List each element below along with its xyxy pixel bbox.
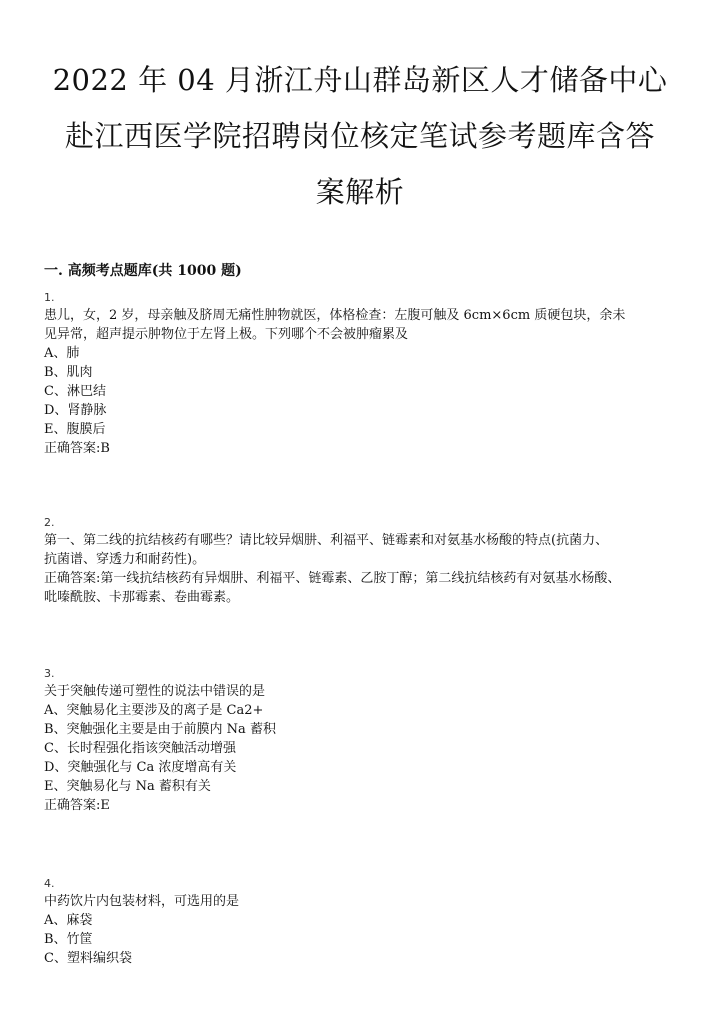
title-line: 赴江西医学院招聘岗位核定笔试参考题库含答 [64,119,655,153]
question-number: 4. [44,877,55,890]
option-c: C、淋巴结 [44,384,106,399]
question-stem: 中药饮片内包装材料，可选用的是 [44,894,240,909]
option-a: A、麻袋 [44,913,93,928]
title-line: 2022 年 04 月浙江舟山群岛新区人才储备中心 [52,63,668,97]
section-heading: 一. 高频考点题库(共 1000 题) [44,263,242,279]
question-4 [44,876,684,968]
document-title [20,52,700,220]
option-b: B、竹筐 [44,932,93,947]
answer: 正确答案:E [44,798,110,813]
option-b: B、突触强化主要是由于前膜内 Na 蓄积 [44,722,276,737]
option-d: D、肾静脉 [44,403,107,418]
question-stem: 抗菌谱、穿透力和耐药性)。 [44,552,206,567]
question-2 [44,515,684,607]
question-number: 2. [44,516,55,529]
option-e: E、腹膜后 [44,422,106,437]
option-a: A、突触易化主要涉及的离子是 Ca2+ [44,703,264,718]
question-number: 3. [44,667,55,680]
question-number: 1. [44,291,55,304]
answer: 正确答案:第一线抗结核药有异烟肼、利福平、链霉素、乙胺丁醇；第二线抗结核药有对氨基水杨酸、 [44,571,621,586]
option-b: B、肌肉 [44,365,93,380]
option-a: A、肺 [44,346,80,361]
question-stem: 见异常，超声提示肿物位于左肾上极。下列哪个不会被肿瘤累及 [44,327,409,342]
title-line: 案解析 [315,175,405,209]
option-c: C、长时程强化指该突触活动增强 [44,741,236,756]
question-3 [44,666,684,815]
question-1 [44,290,684,458]
question-stem: 关于突触传递可塑性的说法中错误的是 [44,684,266,699]
question-stem: 第一、第二线的抗结核药有哪些？请比较异烟肼、利福平、链霉素和对氨基水杨酸的特点(抗菌力、 [44,533,609,548]
question-stem: 患儿，女，2 岁，母亲触及脐周无痛性肿物就医，体格检查：左腹可触及 6cm×6cm 质硬包块，余未 [44,308,626,323]
answer: 吡嗪酰胺、卡那霉素、卷曲霉素。 [44,590,240,605]
option-e: E、突触易化与 Na 蓄积有关 [44,779,211,794]
option-d: D、突触强化与 Ca 浓度增高有关 [44,760,237,775]
answer: 正确答案:B [44,441,110,456]
option-c: C、塑料编织袋 [44,951,132,966]
